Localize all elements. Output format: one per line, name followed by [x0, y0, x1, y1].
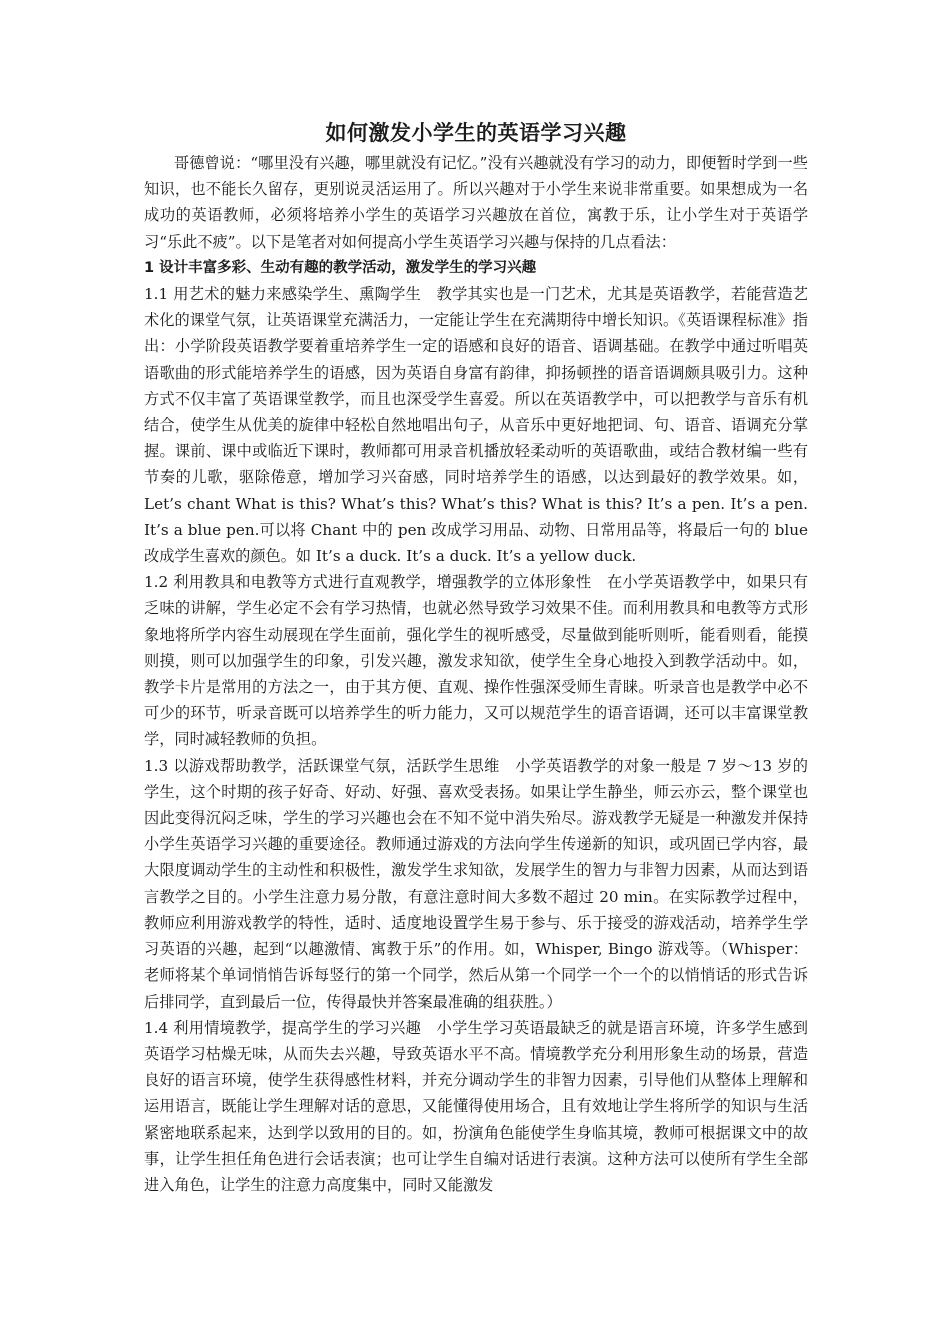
document-title: 如何激发小学生的英语学习兴趣 — [325, 120, 627, 145]
section-heading-1: 1 设计丰富多彩、生动有趣的教学活动，激发学生的学习兴趣 — [144, 259, 537, 276]
intro-paragraph: 哥德曾说：“哪里没有兴趣，哪里就没有记忆。”没有兴趣就没有学习的动力，即便暂时学到一些知识，也不能长久留存，更别说灵活运用了。所以兴趣对于小学生来说非常重要。如果想成为一名成功的英语教师，必须将培养小学生的英语学习兴趣放在首位，寓教于乐，让小学生对于英语学习“乐此不疲”。以下是笔者对如何提高小学生英语学习兴趣与保持的几点看法： — [144, 154, 808, 251]
paragraph-1-2: 1.2 利用教具和电教等方式进行直观教学，增强教学的立体形象性 在小学英语教学中，如果只有乏味的讲解，学生必定不会有学习热情，也就必然导致学习效果不佳。而利用教具和电教等方式形象地将所学内容生动展现在学生面前，强化学生的视听感受，尽量做到能听则听，能看则看，能摸则摸，则可以加强学生的印象，引发兴趣，激发求知欲，使学生全身心地投入到教学活动中。如，教学卡片是常用的方法之一，由于其方便、直观、操作性强深受师生青睐。听录音也是教学中必不可少的环节，听录音既可以培养学生的听力能力，又可以规范学生的语音语调，还可以丰富课堂教学，同时减轻教师的负担。 — [144, 573, 808, 749]
paragraph-1-1: 1.1 用艺术的魅力来感染学生、熏陶学生 教学其实也是一门艺术，尤其是英语教学，若能营造艺术化的课堂气氛，让英语课堂充满活力，一定能让学生在充满期待中增长知识。《英语课程标准》指出：小学阶段英语教学要着重培养学生一定的语感和良好的语音、语调基础。在教学中通过听唱英语歌曲的形式能培养学生的语感，因为英语自身富有韵律，抑扬顿挫的语音语调颇具吸引力。这种方式不仅丰富了英语课堂教学，而且也深受学生喜爱。所以在英语教学中，可以把教学与音乐有机结合，使学生从优美的旋律中轻松自然地唱出句子，从音乐中更好地把词、句、语音、语调充分掌握。课前、课中或临近下课时，教师都可用录音机播放轻柔动听的英语歌曲，或结合教材编一些有节奏的儿歌，驱除倦意，增加学习兴奋感，同时培养学生的语感，以达到最好的教学效果。如，Let’s chant What is this? What’s this? What’s this? What is this? It’s a pen. It’s a pen. It’s a blue pen.可以将 Chant 中的 pen 改成学习用品、动物、日常用品等，将最后一句的 blue 改成学生喜欢的颜色。如 It’s a duck. It’s a duck. It’s a yellow duck. — [144, 285, 808, 566]
paragraph-1-4: 1.4 利用情境教学，提高学生的学习兴趣 小学生学习英语最缺乏的就是语言环境，许多学生感到英语学习枯燥无味，从而失去兴趣，导致英语水平不高。情境教学充分利用形象生动的场景，营造良好的语言环境，使学生获得感性材料，并充分调动学生的非智力因素，引导他们从整体上理解和运用语言，既能让学生理解对话的意思，又能懂得使用场合，且有效地让学生将所学的知识与生活紧密地联系起来，达到学以致用的目的。如，扮演角色能使学生身临其境，教师可根据课文中的故事，让学生担任角色进行会话表演；也可让学生自编对话进行表演。这种方法可以使所有学生全部进入角色，让学生的注意力高度集中，同时又能激发 — [144, 1018, 808, 1194]
document-page — [144, 116, 808, 1198]
paragraph-1-3: 1.3 以游戏帮助教学，活跃课堂气氛，活跃学生思维 小学英语教学的对象一般是 7 岁～13 岁的学生，这个时期的孩子好奇、好动、好强、喜欢受表扬。如果让学生静坐，师云亦云，整个课堂也因此变得沉闷乏味，学生的学习兴趣也会在不知不觉中消失殆尽。游戏教学无疑是一种激发并保持小学生英语学习兴趣的重要途径。教师通过游戏的方法向学生传递新的知识，或巩固已学内容，最大限度调动学生的主动性和积极性，激发学生求知欲，发展学生的智力与非智力因素，从而达到语言教学之目的。小学生注意力易分散，有意注意时间大多数不超过 20 min。在实际教学过程中，教师应利用游戏教学的特性，适时、适度地设置学生易于参与、乐于接受的游戏活动，培养学生学习英语的兴趣，起到“以趣激情、寓教于乐”的作用。如，Whisper, Bingo 游戏等。（Whisper：老师将某个单词悄悄告诉每竖行的第一个同学，然后从第一个同学一个一个的以悄悄话的形式告诉后排同学，直到最后一位，传得最快并答案最准确的组获胜。） — [144, 756, 808, 1011]
